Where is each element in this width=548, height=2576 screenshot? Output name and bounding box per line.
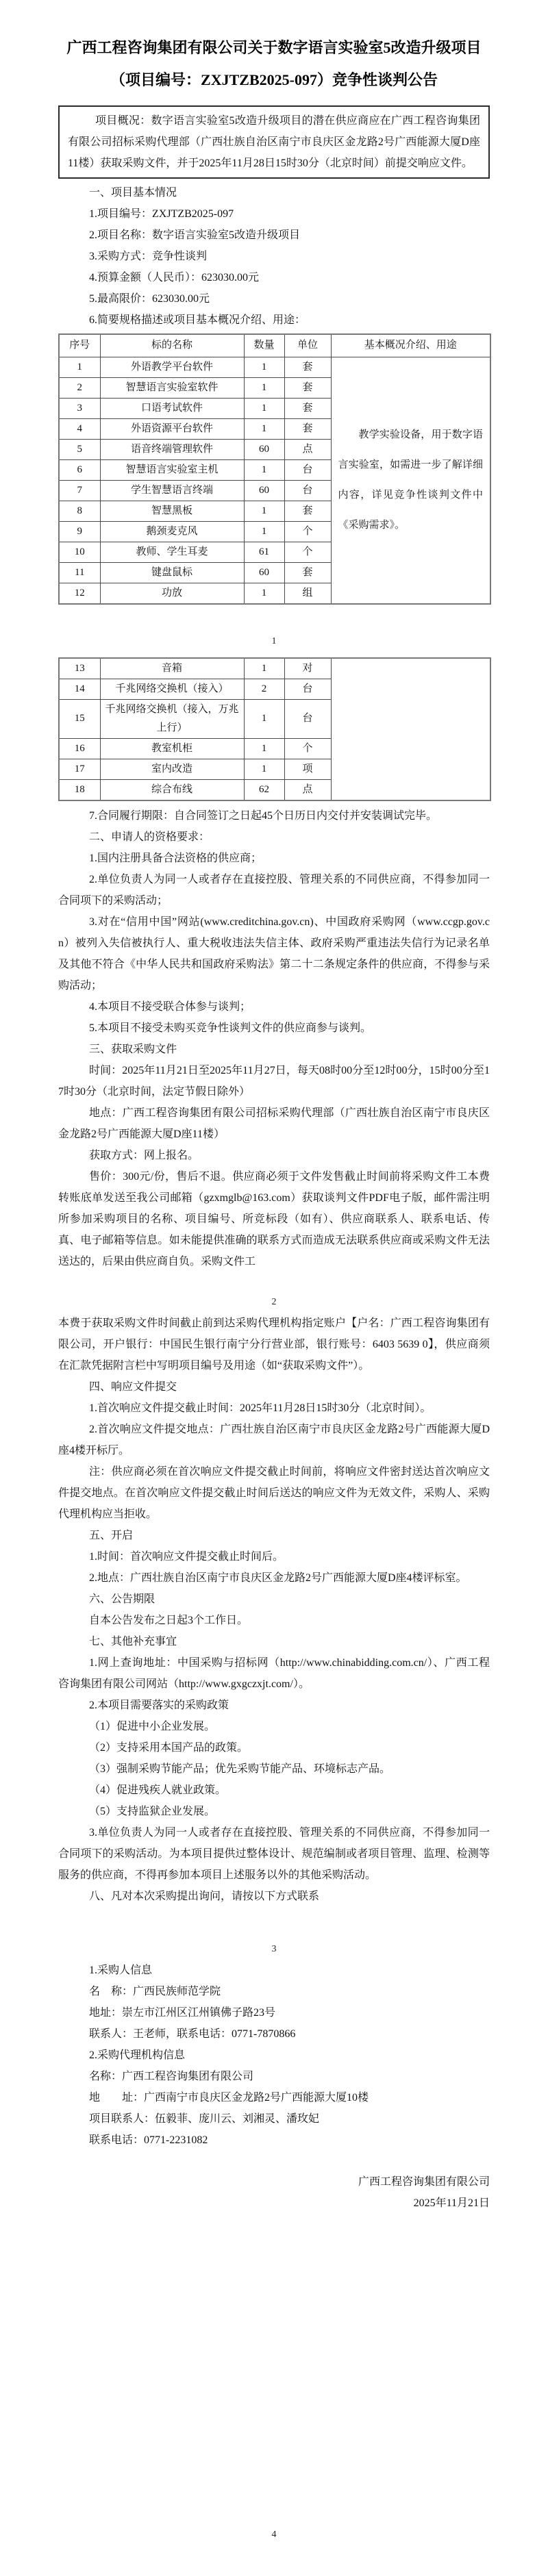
paragraph: 售价：300元/份，售后不退。供应商必须于文件发售截止时间前将采购文件工本费转账底单发送至我公司邮箱（gzxmglb@163.com）获取谈判文件PDF电子版，邮件需注明所参加采购项目的名称、项目编号、所竞标段（如有）、供应商联系人、联系电话、传真、电子邮箱等信息。如未能提供准确的联系方式而造成无法联系供应商或采购文件无法送达的，后果由供应商自负。采购文件工 <box>58 1170 490 1267</box>
table-cell: 智慧语言实验室主机 <box>100 459 244 480</box>
paragraph: 联系电话：0771-2231082 <box>89 2134 208 2146</box>
table-cell: 8 <box>59 501 100 521</box>
paragraph: 联系人：王老师，联系电话：0771-7870866 <box>89 2028 296 2040</box>
table-cell: 1 <box>244 658 284 679</box>
table-cell: 1 <box>244 699 284 738</box>
paragraph: （1）促进中小企业发展。 <box>89 1720 216 1732</box>
page-number-4: 4 <box>271 2529 277 2540</box>
paragraph: 地 址：广西南宁市良庆区金龙路2号广西能源大厦10楼 <box>89 2091 369 2104</box>
table-cell: 6 <box>59 459 100 480</box>
paragraph: （4）促进残疾人就业政策。 <box>89 1784 227 1796</box>
table-cell: 套 <box>284 562 331 583</box>
table-header-cell: 基本概况介绍、用途 <box>331 334 490 357</box>
table-cell: 功放 <box>100 583 244 604</box>
table-cell: 教师、学生耳麦 <box>100 542 244 562</box>
paragraph: 4.本项目不接受联合体参与谈判； <box>89 1000 251 1013</box>
table-cell: 外语教学平台软件 <box>100 357 244 377</box>
paragraph: 2.首次响应文件提交地点：广西壮族自治区南宁市良庆区金龙路2号广西能源大厦D座4楼开标厅。 <box>58 1423 490 1456</box>
paragraph: （2）支持采用本国产品的政策。 <box>89 1741 249 1754</box>
table-cell: 千兆网络交换机（接入） <box>100 679 244 699</box>
table-cell: 9 <box>59 521 100 542</box>
paragraph: 八、凡对本次采购提出询问，请按以下方式联系 <box>89 1890 320 1902</box>
table-cell: 1 <box>244 357 284 377</box>
table-cell: 音箱 <box>100 658 244 679</box>
paragraph: 二、申请人的资格要求： <box>89 831 210 843</box>
paragraph: 名 称：广西民族师范学院 <box>89 1985 221 1997</box>
table-cell: 18 <box>59 779 100 800</box>
table-cell: 室内改造 <box>100 759 244 779</box>
table-cell: 1 <box>244 398 284 418</box>
title-line-1: 广西工程咨询集团有限公司关于数字语言实验室5改造升级项目 <box>66 39 482 56</box>
paragraph: 六、公告期限 <box>89 1593 155 1605</box>
paragraph: 七、其他补充事宜 <box>89 1635 177 1647</box>
table-cell: 项 <box>284 759 331 779</box>
table-cell: 组 <box>284 583 331 604</box>
table-cell: 60 <box>244 562 284 583</box>
table-cell: 学生智慧语言终端 <box>100 480 244 501</box>
table-cell: 台 <box>284 699 331 738</box>
page-number-3: 3 <box>271 1943 277 1954</box>
paragraph: 本费于获取采购文件时间截止前到达采购代理机构指定账户【户名：广西工程咨询集团有限公司，开户银行：中国民生银行南宁分行营业部，银行账号：6403 5639 0】，供应商须在汇款凭据附言栏中写明项目编号及用途（如“获取采购文件”）。 <box>58 1317 490 1372</box>
paragraph: 3.对在“信用中国”网站(www.creditchina.gov.cn)、中国政府采购网（www.ccgp.gov.cn）被列入失信被执行人、重大税收违法失信主体、政府采购严重违法失信行为记录名单及其他不符合《中华人民共和国政府采购法》第二十二条规定条件的供应商，不得参与采购活动； <box>58 916 490 992</box>
project-overview-box <box>58 105 490 179</box>
items-table-page-1 <box>58 333 491 605</box>
project-overview-text: 项目概况：数字语言实验室5改造升级项目的潜在供应商应在广西工程咨询集团有限公司招标采购代理部（广西壮族自治区南宁市良庆区金龙路2号广西能源大厦D座11楼）获取采购文件，并于2025年11月28日15时30分（北京时间）前提交响应文件。 <box>68 115 480 169</box>
merged-description-cell <box>331 658 490 800</box>
table-cell: 台 <box>284 679 331 699</box>
table-row <box>59 357 490 377</box>
paragraph: 2.项目名称：数字语言实验室5改造升级项目 <box>89 229 301 241</box>
paragraph: 5.本项目不接受未购买竞争性谈判文件的供应商参与谈判。 <box>89 1022 372 1034</box>
paragraph: 获取方式：网上报名。 <box>89 1149 199 1161</box>
table-cell: 1 <box>244 377 284 398</box>
table-cell: 1 <box>244 521 284 542</box>
paragraph: 五、开启 <box>89 1529 134 1541</box>
table-cell: 15 <box>59 699 100 738</box>
page-number-1: 1 <box>271 635 277 646</box>
table-cell: 3 <box>59 398 100 418</box>
paragraph: 地点：广西工程咨询集团有限公司招标采购代理部（广西壮族自治区南宁市良庆区金龙路2号广西能源大厦D座11楼） <box>58 1107 490 1140</box>
table-cell: 教室机柜 <box>100 738 244 759</box>
table-cell: 综合布线 <box>100 779 244 800</box>
table-cell: 外语资源平台软件 <box>100 418 244 439</box>
table-cell: 智慧黑板 <box>100 501 244 521</box>
table-cell: 2 <box>244 679 284 699</box>
table-cell: 1 <box>244 583 284 604</box>
paragraph: 5.最高限价：623030.00元 <box>89 293 210 305</box>
table-cell: 套 <box>284 398 331 418</box>
paragraph: 四、响应文件提交 <box>89 1380 177 1393</box>
merged-description-cell <box>331 357 490 604</box>
table-cell: 1 <box>59 357 100 377</box>
items-table-page-2 <box>58 657 491 801</box>
table-cell: 台 <box>284 459 331 480</box>
table-cell: 60 <box>244 480 284 501</box>
table-cell: 1 <box>244 759 284 779</box>
table-cell: 鹅颈麦克风 <box>100 521 244 542</box>
table-cell: 7 <box>59 480 100 501</box>
table-header-cell: 标的名称 <box>100 334 244 357</box>
table-cell: 千兆网络交换机（接入，万兆上行） <box>100 699 244 738</box>
table-cell: 套 <box>284 357 331 377</box>
paragraph: 2.采购代理机构信息 <box>89 2049 186 2061</box>
table-cell: 5 <box>59 439 100 459</box>
paragraph: 自本公告发布之日起3个工作日。 <box>89 1614 249 1626</box>
table-header-cell: 数量 <box>244 334 284 357</box>
table-cell: 套 <box>284 377 331 398</box>
table-header-cell: 序号 <box>59 334 100 357</box>
table-cell: 个 <box>284 542 331 562</box>
table-cell: 个 <box>284 521 331 542</box>
page-number-2: 2 <box>271 1296 277 1307</box>
table-cell: 17 <box>59 759 100 779</box>
merged-description-text: 教学实验设备，用于数字语言实验室，如需进一步了解详细内容，详见竞争性谈判文件中《采购需求》。 <box>338 429 483 531</box>
paragraph: （3）强制采购节能产品；优先采购节能产品、环境标志产品。 <box>89 1763 391 1775</box>
paragraph: 7.合同履行期限：自合同签订之日起45个日历日内交付并安装调试完毕。 <box>89 809 438 822</box>
paragraph: 6.简要规格描述或项目基本概况介绍、用途： <box>89 314 306 326</box>
table-cell: 11 <box>59 562 100 583</box>
table-cell: 2 <box>59 377 100 398</box>
table-cell: 1 <box>244 459 284 480</box>
table-cell: 点 <box>284 439 331 459</box>
paragraph: 3.采购方式：竞争性谈判 <box>89 251 208 262</box>
paragraph: 1.时间：首次响应文件提交截止时间后。 <box>89 1550 284 1563</box>
paragraph: 注：供应商必须在首次响应文件提交截止时间前，将响应文件密封送达首次响应文件提交地点。在首次响应文件提交截止时间后送达的响应文件为无效文件，采购人、采购代理机构应当拒收。 <box>58 1465 490 1520</box>
table-cell: 键盘鼠标 <box>100 562 244 583</box>
paragraph: 4.预算金额（人民币）：623030.00元 <box>89 272 260 283</box>
table-cell: 语音终端管理软件 <box>100 439 244 459</box>
table-cell: 16 <box>59 738 100 759</box>
paragraph: 1.首次响应文件提交截止时间：2025年11月28日15时30分（北京时间）。 <box>89 1402 432 1414</box>
paragraph: 三、获取采购文件 <box>89 1043 177 1055</box>
table-cell: 套 <box>284 418 331 439</box>
table-cell: 个 <box>284 738 331 759</box>
table-header-row <box>59 334 490 357</box>
table-row <box>59 658 490 679</box>
paragraph: 2025年11月21日 <box>413 2197 490 2209</box>
table-cell: 10 <box>59 542 100 562</box>
table-cell: 4 <box>59 418 100 439</box>
table-cell: 套 <box>284 501 331 521</box>
paragraph: 1.网上查询地址：中国采购与招标网（http://www.chinabidding.com.cn/）、广西工程咨询集团有限公司网站（http://www.gxgczxjt.com/）。 <box>58 1656 490 1690</box>
table-cell: 13 <box>59 658 100 679</box>
paragraph: 3.单位负责人为同一人或者存在直接控股、管理关系的不同供应商，不得参加同一合同项下的采购活动。为本项目提供过整体设计、规范编制或者项目管理、监理、检测等服务的供应商，不得再参加本项目上述服务以外的其他采购活动。 <box>58 1826 490 1881</box>
table-cell: 1 <box>244 501 284 521</box>
table-cell: 1 <box>244 418 284 439</box>
table-cell: 14 <box>59 679 100 699</box>
document-body <box>58 805 490 2214</box>
paragraph: （5）支持监狱企业发展。 <box>89 1805 216 1817</box>
table-cell: 口语考试软件 <box>100 398 244 418</box>
paragraph: 2.本项目需要落实的采购政策 <box>89 1699 229 1711</box>
table-cell: 点 <box>284 779 331 800</box>
document-title <box>58 31 490 96</box>
paragraph: 时间：2025年11月21日至2025年11月27日，每天08时00分至12时00分，15时00分至17时30分（北京时间，法定节假日除外） <box>58 1064 490 1098</box>
table-cell: 12 <box>59 583 100 604</box>
table-cell: 1 <box>244 738 284 759</box>
table-header-cell: 单位 <box>284 334 331 357</box>
section-1-heading: 一、项目基本情况 <box>89 187 177 199</box>
paragraph: 1.采购人信息 <box>89 1964 153 1976</box>
paragraph: 广西工程咨询集团有限公司 <box>358 2175 490 2188</box>
table-cell: 智慧语言实验室软件 <box>100 377 244 398</box>
table-cell: 62 <box>244 779 284 800</box>
basic-info-list <box>58 203 490 331</box>
paragraph: 1.项目编号：ZXJTZB2025-097 <box>89 208 234 220</box>
table-cell: 60 <box>244 439 284 459</box>
paragraph: 项目联系人：伍毅菲、庞川云、刘湘灵、潘玫妃 <box>89 2112 320 2125</box>
paragraph: 2.地点：广西壮族自治区南宁市良庆区金龙路2号广西能源大厦D座4楼评标室。 <box>89 1571 467 1584</box>
paragraph: 名称：广西工程咨询集团有限公司 <box>89 2070 254 2082</box>
title-line-2: （项目编号：ZXJTZB2025-097）竞争性谈判公告 <box>110 71 438 88</box>
table-cell: 台 <box>284 480 331 501</box>
table-cell: 对 <box>284 658 331 679</box>
paragraph: 地址：崇左市江州区江州镇佛子路23号 <box>89 2006 276 2019</box>
paragraph: 1.国内注册具备合法资格的供应商； <box>89 852 262 864</box>
table-cell: 61 <box>244 542 284 562</box>
paragraph: 2.单位负责人为同一人或者存在直接控股、管理关系的不同供应商，不得参加同一合同项下的采购活动； <box>58 873 490 907</box>
